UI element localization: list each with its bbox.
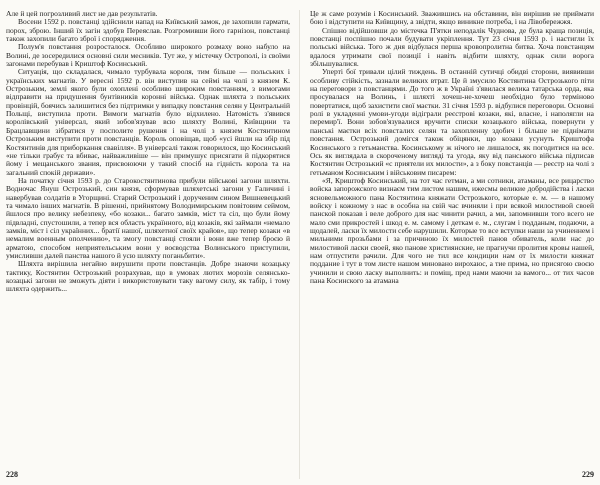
right-page-text xyxy=(310,10,594,285)
left-page-text xyxy=(6,10,290,294)
paragraph: Це ж саме розумів і Косинський. Зважившись на обставини, він вирішив не приймати бою і відступити на Київщину, а звідти, якщо виникне потреба, і на Лівобережжя. xyxy=(310,9,594,27)
paragraph: Восени 1592 р. повстанці здійснили напад на Київський замок, де захопили гармати, порох, зброю. Інший їх загін здобув Переяслав. Розгромивши його гарнізон, повстанці також захопили багато зброї і спорядження. xyxy=(6,17,290,44)
page-number-right: 229 xyxy=(582,470,594,479)
paragraph: Полум'я повстання розросталося. Особливо широкого розмаху воно набуло на Волині, де зосередилися основні сили месників. Тут же, у містечку Острополі, із своїми загонами перебував і Криштоф Косинський. xyxy=(6,42,290,69)
paragraph: На початку січня 1593 р. до Старокостянтинова прибули військові загони шляхти. Водночас Януш Острозький, син князя, сформував шляхетські загони у Галичині і навербував солдатів в Угорщині. Старий Острозький і дорученим сином Вишневецький та чимало інших магнатів. В рішенні, прийнятому Володимирським повітовим сеймом, йшлося про велику небезпеку, «бо козаки... багато замків, міст та сіл, що були йому підвладні, спустошили, а тепер вся область українного, від козаків, які займали «немало замків, міст і сіл українних... братії нашої, шляхетної своїх крайов», що тепер козаки «в немалим военным ополчению», та змогу повстанці стояли і вони вже тепер броєю й арматою, способом неприятельським вони у воєводства Волинського приступили, умисливши далей панства нашого й усю шляхту поганьбити». xyxy=(6,175,290,260)
paragraph: Ситуація, що складалася, чимало турбувала короля, тим більше — польських і українських магнатів. У вересні 1592 р. він виступив на сеймі на чолі з князем К. Острозьким, землі якого були охоплені особливо широким повстанням, з вимогами відправити на придушення бунтівників коронні війська. Однак шляхта з польських провінцій, боячись залишитися без підтримки у випадку повстання селян у Центральній Польщі, виступила проти. Вимоги магнатів було відхилено. Натомість з'явився королівський універсал, який зобов'язував всю шляхту Волині, Київщини та Брацлавщини зібратися у посполите рушення і на чолі з князем Костянтином Острозьким виступити проти повстанців. Король оповіщав, щоб «усі йшли на збір під Костянтинів для приборкання свавілля». В універсалі також говорилося, що Косинський «не тільки грабує та вбиває, найважливіше — він примушує присягати й підкорятися йому і мещанського звания, присвоюючи у такий спосіб на гідність корола та на загальний спокій держави». xyxy=(6,67,290,177)
paragraph: Шляхта вирішила негайно вирушити проти повстанців. Добре знаючи козацьку тактику, Костянтин Острозький розрахував, що в умовах лютих морозів селянсько-козацькі загони не зможуть діяти і використовувати таку вагому силу, як табір, і тому шляхта одержить... xyxy=(6,259,290,294)
right-page xyxy=(310,10,594,479)
paragraph: Спішно відійшовши до містечка П'ятки неподалік Чуднова, де була краща позиція, повстанці поспішно почали будувати укріплення. Тут 23 січня 1593 р. і настигли їх польські війська. Того ж дня відбулася перша кровопролитна битва. Хоча повстанцям вдалося утримати свої позиції і навіть відбити шляхту, однак сили ворога збільшувалися. xyxy=(310,25,594,69)
quote-paragraph: «Я, Криштоф Косинський, на тот час гетман, а ми сотники, атаманы, все рицарство войска запорожского визнаєм тим листом нашим, ижесмы великие добродійства і ласки ясновельможного пана Костянтина княжати Острозького, которые е. м. — в нашому войску і кожному з нас в особна на свій час вчиняли і при всякой милостивой своей панской показав і веле доброго для нас чинити рачил, а ми, запомнивши того всего не мало сми прикростей і шкод е. м. самому і деткам е. м., слугам і подданым, подаючи, а щодалей, ласки їх милости себе нарушили. Которые то все вступки наши за учиненнем і мильними прозьбами і за причиною їх милостей панов обиватель, коли нас до милостивой ласки своей, яко панове християнские, не прагнучи пролития кровы нашей, нам отпустити рачили. Для чого не тил все кондиции нам от їх милости княжат поддание і тут в том листе нашом миновано вирохаюс, а тие прима, но присягою своєю учинили и свою ласку выполнить: и поміщ, пред нами маючи за вамого... от тих часов пана Косинского за атамана xyxy=(310,175,594,285)
paragraph: Уперті бої тривали цілий тиждень. В останній сутичці обидві сторони, виявивши особливу стійкість, зазнали великих втрат. Це й змусило Костянтина Острозького піти на переговори з повстанцями. До того ж в Україні з'явилася велика татарська орда, яка просувалася на Волинь, і шляхті хочеш-не-хочеш необхідно було терміново повертатися, щоб захистити свої маєтки. 31 січня 1593 р. відбулися переговори. Основні ролі в укладенні умови-угоди відіграли реєстрові козаки, які, власне, і наполягли на перемир'ї. Вони зобов'язувалися вручити списки козацького війська, повернути у панські маєтки всіх повсталих селян та захопленну здобич і більше не піднімати повстання. Острозький домігся також обіцянки, що козаки усунуть Криштофа Косинського з гетьманства. Косинському ж нічого не лишалося, як погодитися на все. Ось як виглядала в скороченому вигляді та угода, яку від панського війська підписав Костянтин Острозький «с приятели их милости», а з боку повстанців — реєстр на чолі з гетьманом Косинським і військовим писарем: xyxy=(310,67,594,177)
page-number-left: 228 xyxy=(6,470,18,479)
left-page xyxy=(6,10,290,479)
paragraph: Але й цей погрозливий лист не дав результатів. xyxy=(6,9,158,18)
